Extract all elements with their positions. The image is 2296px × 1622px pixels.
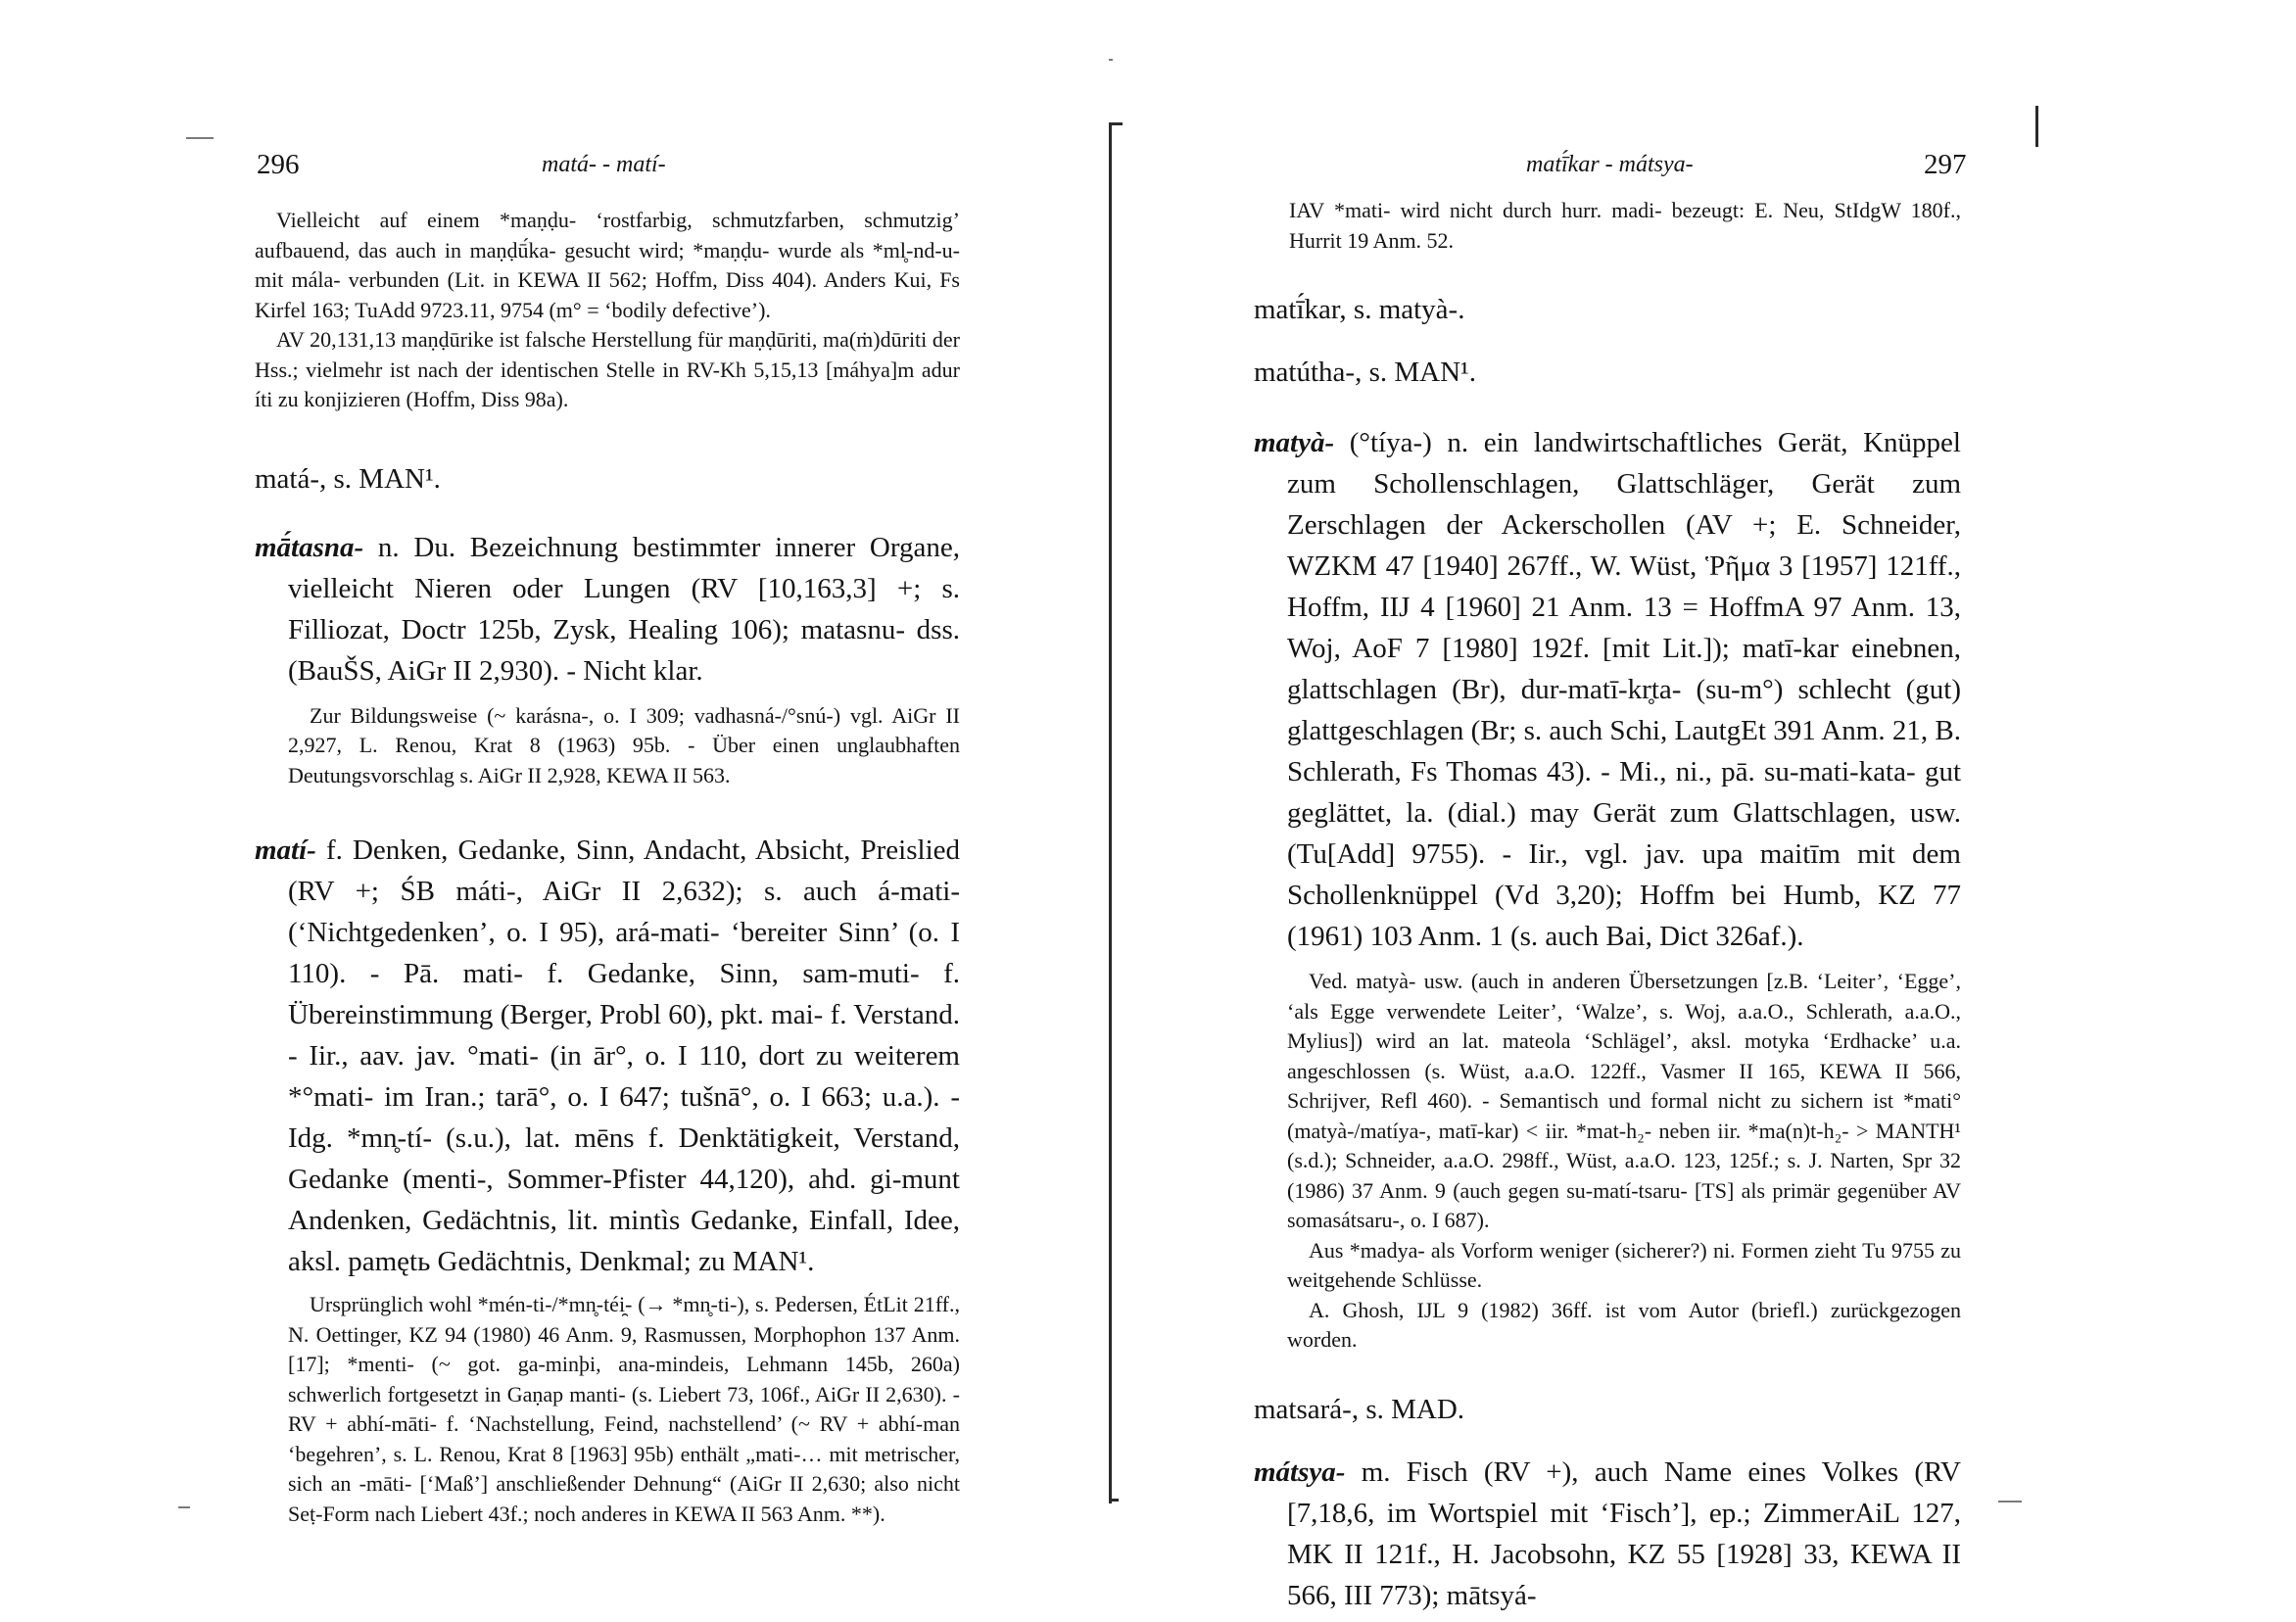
continuation-note bbox=[1254, 196, 1961, 256]
entry-text: f. Denken, Gedanke, Sinn, Andacht, Absicht, Preislied (RV +; ŚB máti-, AiGr II 2,632); s. auch á-mati- (‘Nichtgedenken’, o. I 95), ará-mati- ‘bereiter Sinn’ (o. I 110). - Pā. mati- f. Gedanke, Sinn, sam-muti- f. Übereinstimmung (Berger, Probl 60), pkt. mai- f. Verstand. - Iir., aav. jav. °mati- (in ār°, o. I 110, dort zu weiterem *°mati- im Iran.; tarā°, o. I 647; tušnā°, o. I 663; u.a.). - Idg. *mn̥-tí- (s.u.), lat. mēns f. Denktätigkeit, Verstand, Gedanke (menti-, Sommer-Pfister 44,120), ahd. gi-munt Andenken, Gedächtnis, lit. mintìs Gedanke, Einfall, Idee, aksl. pamętь Gedächtnis, Denkmal; zu MAN¹. bbox=[288, 835, 960, 1277]
note-paragraph: A. Ghosh, IJL 9 (1982) 36ff. ist vom Autor (briefl.) zurückgezogen worden. bbox=[1287, 1297, 1961, 1352]
entry-matikar: matī́kar, s. matyà-. bbox=[1254, 294, 1465, 325]
entry-note bbox=[255, 1290, 960, 1529]
entry-matasna bbox=[255, 527, 960, 791]
entry-text: m. Fisch (RV +), auch Name eines Volkes (RV [7,18,6, im Wortspiel mit ‘Fisch’], ep.; ZimmerAiL 127, MK II 121f., H. Jacobsohn, KZ 55 [1928] 33, KEWA II 566, III 773); mātsyá- bbox=[1287, 1455, 1961, 1611]
continuation-note bbox=[255, 206, 960, 415]
note-paragraph: Ved. matyà- usw. (auch in anderen Übersetzungen [z.B. ‘Leiter’, ‘Egge’, ‘als Egge verwendete Leiter’, ‘Walze’, s. Woj, a.a.O., Schlerath, a.a.O., Mylius]) wird an lat. mateola ‘Schlägel’, aksl. motyka ‘Erdhacke’ u.a. angeschlossen (s. Wüst, a.a.O. 122ff., Vasmer II 165, KEWA II 566, Schrijver, Refl 460). - Semantisch und formal nicht zu sichern ist *mati° (matyà-/matíya-, matī-kar) < iir. *mat-h₂- neben iir. *ma(n)t-h₂- > MANTH¹ (s.d.); Schneider, a.a.O. 298ff., Wüst, a.a.O. 123, 125f.; s. J. Narten, Spr 32 (1986) 37 Anm. 9 (auch gegen su-matí-tsaru- [TS] als primär gegenüber AV somasátsaru-, o. I 687). bbox=[1287, 969, 1961, 1232]
entry-mati bbox=[255, 830, 960, 1529]
right-page bbox=[1136, 0, 2296, 1622]
left-column bbox=[255, 206, 960, 1529]
note-paragraph: Aus *madya- als Vorform weniger (sicherer?) ni. Formen zieht Tu 9755 zu weitgehende Schlüsse. bbox=[1287, 1237, 1961, 1292]
entry-matutha: matútha-, s. MAN¹. bbox=[1254, 357, 1476, 388]
right-column bbox=[1254, 196, 1961, 1616]
note-paragraph: Zur Bildungsweise (~ karásna-, o. I 309; vadhasná-/°snú-) vgl. AiGr II 2,927, L. Renou, Krat 8 (1963) 95b. - Über einen unglaubhaften Deutungsvorschlag s. AiGr II 2,928, KEWA II 563. bbox=[288, 702, 960, 787]
page-number: 296 bbox=[257, 149, 300, 180]
entry-note bbox=[255, 701, 960, 791]
entry-text: (°tíya-) n. ein landwirtschaftliches Gerät, Knüppel zum Schollenschlagen, Glattschläger, Gerät zum Zerschlagen der Ackerschollen (AV +; E. Schneider, WZKM 47 [1940] 267ff., W. Wüst, Ῥῆμα 3 [1957] 121ff., Hoffm, IIJ 4 [1960] 21 Anm. 13 = HoffmA 97 Anm. 13, Woj, AoF 7 [1980] 192f. [mit Lit.]); matī-kar einebnen, glattschlagen (Br), dur-matī-kr̥ta- (su-m°) schlecht (gut) glattgeschlagen (Br; s. auch Schi, LautgEt 391 Anm. 21, B. Schlerath, Fs Thomas 43). - Mi., ni., pā. su-mati-kata- gut geglättet, la. (dial.) may Gerät zum Glattschlagen, usw. (Tu[Add] 9755). - Iir., vgl. jav. upa maitīm mit dem Schollenknüppel (Vd 3,20); Hoffm bei Humb, KZ 77 (1961) 103 Anm. 1 (s. auch Bai, Dict 326af.). bbox=[1287, 427, 1961, 952]
note-paragraph: IAV *mati- wird nicht durch hurr. madi- bezeugt: E. Neu, StIdgW 180f., Hurrit 19 Anm. 52. bbox=[1289, 198, 1961, 253]
entry-mata: matá-, s. MAN¹. bbox=[255, 462, 441, 495]
entry-text: n. Du. Bezeichnung bestimmter innerer Organe, vielleicht Nieren oder Lungen (RV [10,163,3] +; s. Filliozat, Doctr 125b, Zysk, Healing 106); matasnu- dss. (BauŠS, AiGr II 2,930). - Nicht klar. bbox=[288, 531, 960, 687]
lemma: mátsya- bbox=[1254, 1455, 1346, 1488]
running-headword: matá- - matí- bbox=[542, 152, 666, 177]
left-page bbox=[0, 0, 1136, 1622]
entry-matsara: matsará-, s. MAD. bbox=[1254, 1393, 1465, 1425]
lemma: matí- bbox=[255, 835, 316, 866]
lemma: mā́tasna- bbox=[255, 531, 364, 563]
note-paragraph: Ursprünglich wohl *mén-ti-/*mn̥-téi̯- (→ *mn̥-ti-), s. Pedersen, ÉtLit 21ff., N. Oettinger, KZ 94 (1980) 46 Anm. 9, Rasmussen, Morphophon 137 Anm. [17]; *menti- (~ got. ga-minþi, ana-mindeis, Lehmann 145b, 260a) schwerlich fortgesetzt in Gaṇap manti- (s. Liebert 73, 106f., AiGr II 2,630). - RV + abhí-māti- f. ‘Nachstellung, Feind, nachstellend’ (~ RV + abhí-man ‘begehren’, s. L. Renou, Krat 8 [1963] 95b) enthält „mati-… mit metrischer, sich an -māti- [‘Maß’] anschließender Dehnung“ (AiGr II 2,630; also nicht Seṭ-Form nach Liebert 43f.; noch anderes in KEWA II 563 Anm. **). bbox=[288, 1292, 960, 1526]
entry-matya bbox=[1254, 422, 1961, 1356]
running-headword: matī́kar - mátsya- bbox=[1526, 152, 1694, 177]
entry-matsya bbox=[1254, 1452, 1961, 1616]
page-number: 297 bbox=[1924, 149, 1967, 180]
note-paragraph: AV 20,131,13 maṇḍūrike ist falsche Herstellung für maṇḍūriti, ma(ṁ)dūriti der Hss.; vielmehr ist nach der identischen Stelle in RV-Kh 5,15,13 [máhya]m adur íti zu konjizieren (Hoffm, Diss 98a). bbox=[255, 327, 960, 411]
lemma: matyà- bbox=[1254, 427, 1335, 458]
entry-note bbox=[1254, 967, 1961, 1356]
note-paragraph: Vielleicht auf einem *maṇḍu- ‘rostfarbig, schmutzfarben, schmutzig’ aufbauend, das auch in maṇḍū́ka- gesucht wird; *maṇḍu- wurde als *ml̥-nd-u- mit mála- verbunden (Lit. in KEWA II 562; Hoffm, Diss 404). Anders Kui, Fs Kirfel 163; TuAdd 9723.11, 9754 (m° = ‘bodily defective’). bbox=[255, 208, 960, 322]
